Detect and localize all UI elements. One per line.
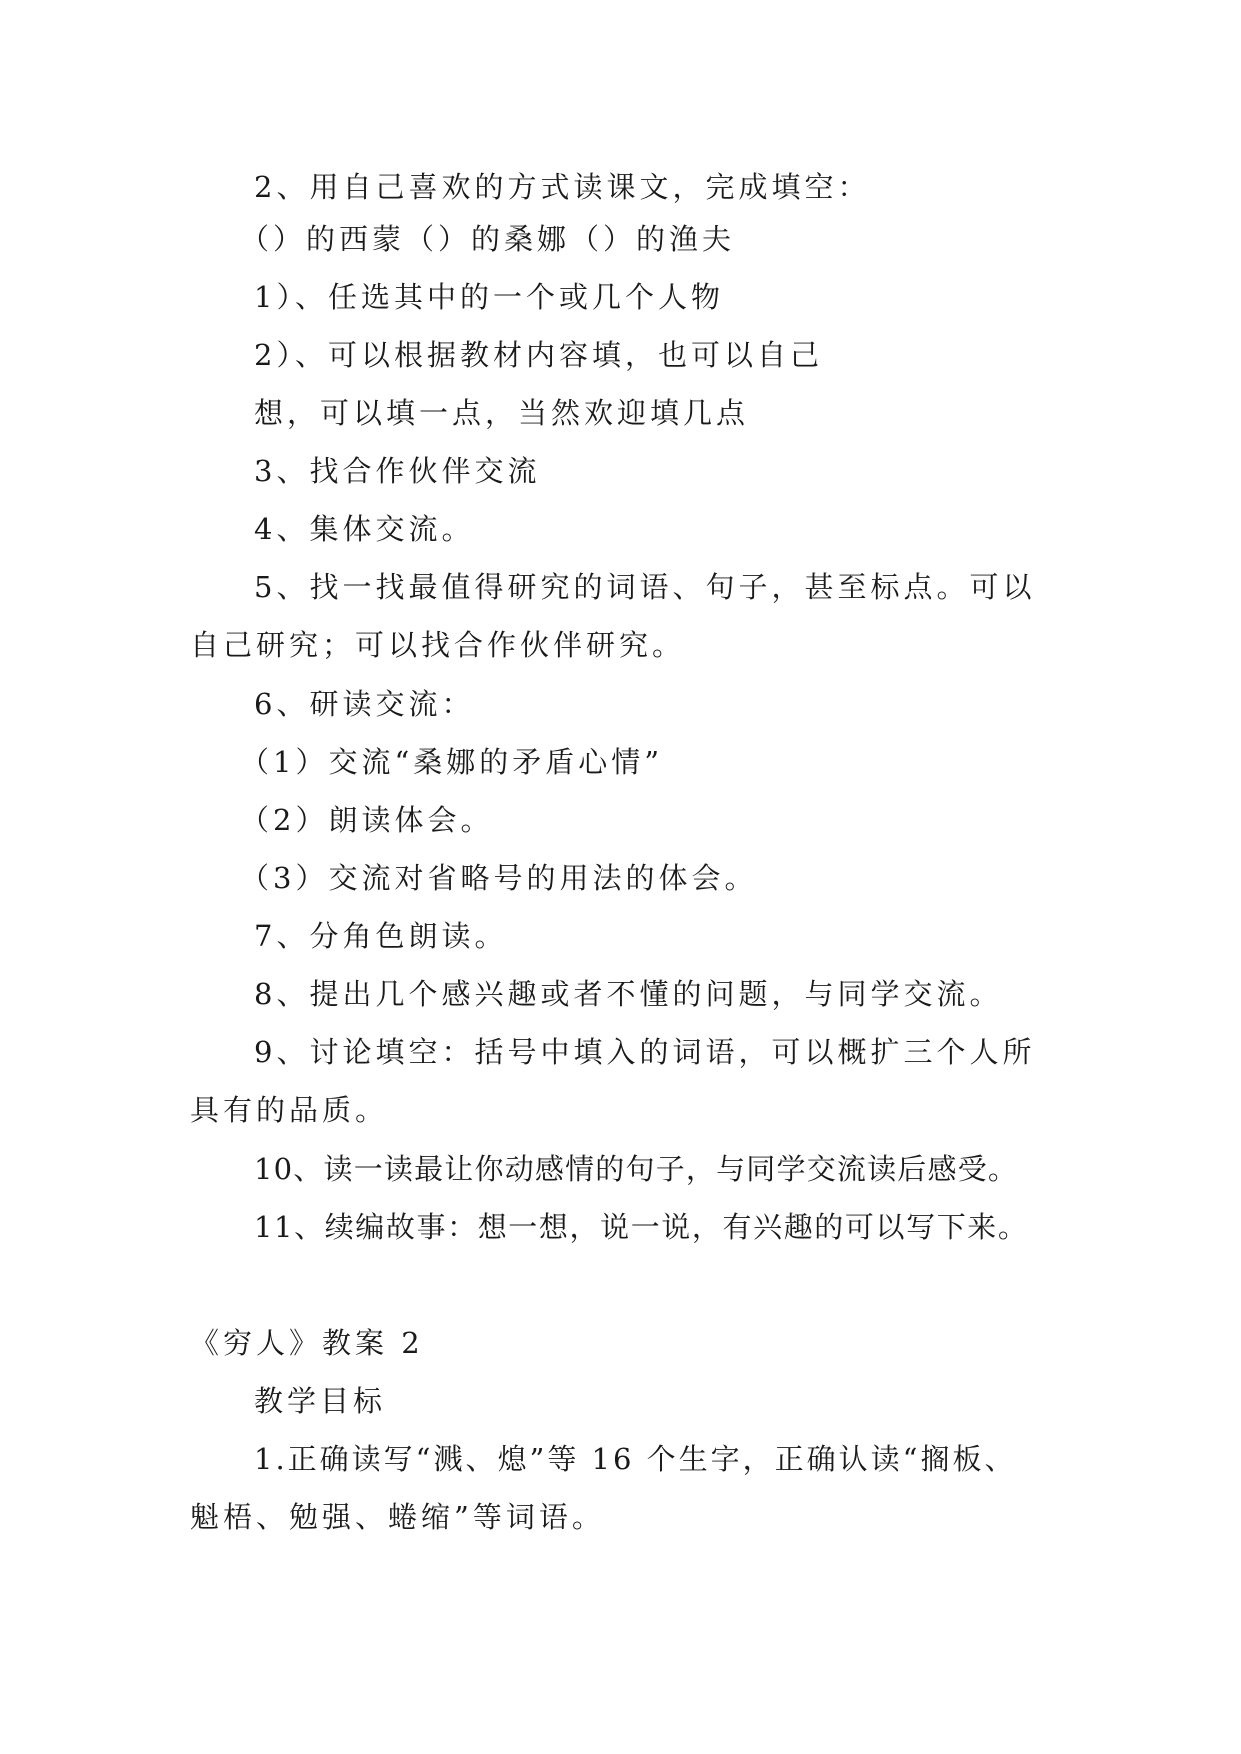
text-line: 7、分角色朗读。 [254, 919, 508, 953]
text-line: （3）交流对省略号的用法的体会。 [240, 861, 758, 895]
text-line: 3、找合作伙伴交流 [254, 454, 541, 488]
text-line: 自己研究；可以找合作伙伴研究。 [190, 628, 686, 662]
text-line: 2）、可以根据教材内容填，也可以自己 [254, 338, 823, 372]
text-line: 5、找一找最值得研究的词语、句子，甚至标点。可以 [254, 570, 1036, 604]
text-line: 4、集体交流。 [254, 512, 475, 546]
text-line: （）的西蒙（）的桑娜（）的渔夫 [240, 222, 736, 256]
text-line: 魁梧、勉强、蜷缩”等词语。 [190, 1500, 605, 1534]
text-line: 1.正确读写“溅、熄”等 16 个生字，正确认读“搁板、 [254, 1442, 1017, 1476]
text-line: 10、读一读最让你动感情的句子，与同学交流读后感受。 [254, 1152, 1019, 1186]
text-line: 教学目标 [254, 1384, 387, 1418]
section-title: 《穷人》教案 2 [190, 1326, 424, 1360]
text-line: （1）交流“桑娜的矛盾心情” [240, 745, 664, 779]
text-line: （2）朗读体会。 [240, 803, 494, 837]
text-line: 11、续编故事：想一想，说一说，有兴趣的可以写下来。 [254, 1210, 1029, 1244]
text-line: 6、研读交流： [254, 687, 475, 721]
text-line: 8、提出几个感兴趣或者不懂的问题，与同学交流。 [254, 977, 1003, 1011]
text-line: 1）、任选其中的一个或几个人物 [254, 280, 724, 314]
text-line: 9、讨论填空：括号中填入的词语，可以概扩三个人所 [254, 1035, 1036, 1069]
text-line: 想，可以填一点，当然欢迎填几点 [254, 396, 750, 430]
text-line: 2、用自己喜欢的方式读课文，完成填空： [254, 170, 871, 204]
text-line: 具有的品质。 [190, 1093, 389, 1127]
